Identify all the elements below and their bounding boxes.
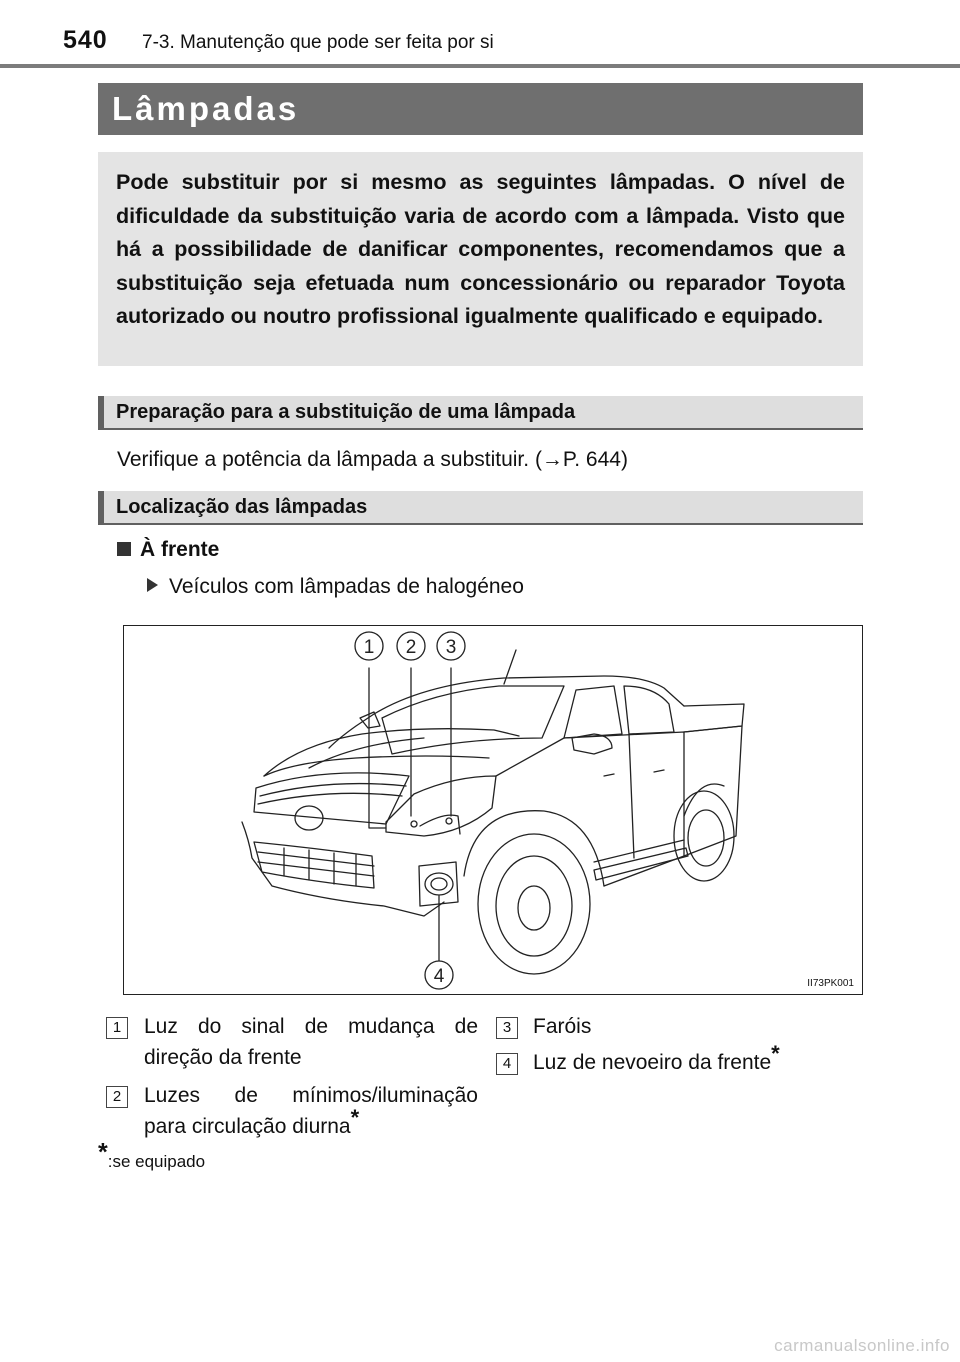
legend-item-2 bbox=[144, 1080, 478, 1142]
legend-item-3 bbox=[533, 1011, 591, 1042]
callout-4: 4 bbox=[433, 966, 445, 987]
legend-item-2-line1: Luzes de mínimos/iluminação bbox=[144, 1084, 478, 1107]
location-heading-text: Localização das lâmpadas bbox=[116, 496, 368, 518]
legend-marker-3: 3 bbox=[496, 1017, 518, 1039]
legend-item-4 bbox=[533, 1041, 780, 1078]
prep-heading-text: Preparação para a substituição de uma lâmpada bbox=[116, 401, 576, 423]
legend-item-1-line2: direção da frente bbox=[144, 1046, 302, 1069]
legend-marker-1: 1 bbox=[106, 1017, 128, 1039]
front-subheading: À frente bbox=[140, 538, 220, 561]
prep-heading bbox=[98, 396, 863, 430]
header-rule bbox=[0, 64, 960, 68]
intro-box bbox=[98, 152, 863, 366]
legend-item-4-line1: Luz de nevoeiro da frente bbox=[533, 1051, 772, 1074]
callout-3: 3 bbox=[445, 637, 457, 658]
legend-item-3-line1: Faróis bbox=[533, 1015, 592, 1038]
callout-1: 1 bbox=[363, 637, 375, 658]
page-number: 540 bbox=[63, 26, 108, 54]
vehicle-type: Veículos com lâmpadas de halogéneo bbox=[169, 575, 524, 598]
footnote-text: :se equipado bbox=[107, 1152, 206, 1171]
legend-item-2-line2: para circulação diurna bbox=[144, 1115, 351, 1138]
callout-2: 2 bbox=[405, 637, 417, 658]
legend-item-1 bbox=[144, 1011, 478, 1073]
location-heading bbox=[98, 491, 863, 525]
square-bullet bbox=[117, 542, 131, 556]
page-title: Lâmpadas bbox=[112, 90, 300, 127]
section-path: 7-3. Manutenção que pode ser feita por si bbox=[142, 32, 494, 53]
prep-text: Verifique a potência da lâmpada a substituir. (→P. 644) bbox=[117, 448, 628, 471]
figure-code: II73PK001 bbox=[807, 978, 854, 989]
truck-illustration bbox=[124, 626, 861, 993]
legend-item-4-star: * bbox=[771, 1041, 780, 1066]
title-bar bbox=[98, 83, 863, 135]
footnote-star: * bbox=[98, 1138, 108, 1167]
legend-marker-4: 4 bbox=[496, 1053, 518, 1075]
legend-marker-2: 2 bbox=[106, 1086, 128, 1108]
footnote bbox=[98, 1138, 206, 1172]
watermark: carmanualsonline.info bbox=[774, 1336, 950, 1355]
truck-figure bbox=[123, 625, 863, 995]
legend-item-1-line1: Luz do sinal de mudança de bbox=[144, 1015, 478, 1038]
triangle-bullet bbox=[147, 578, 158, 592]
intro-text: Pode substituir por si mesmo as seguintes lâmpadas. O nível de dificuldade da substituição varia de acordo com a lâmpada. Visto que há a possibilidade de danificar componentes, recomendamos que a substituição seja efetuada num concessionário ou reparador Toyota autorizado ou noutro profissional igualmente qualificado e equipado. bbox=[116, 170, 845, 328]
legend-item-2-star: * bbox=[350, 1105, 360, 1130]
